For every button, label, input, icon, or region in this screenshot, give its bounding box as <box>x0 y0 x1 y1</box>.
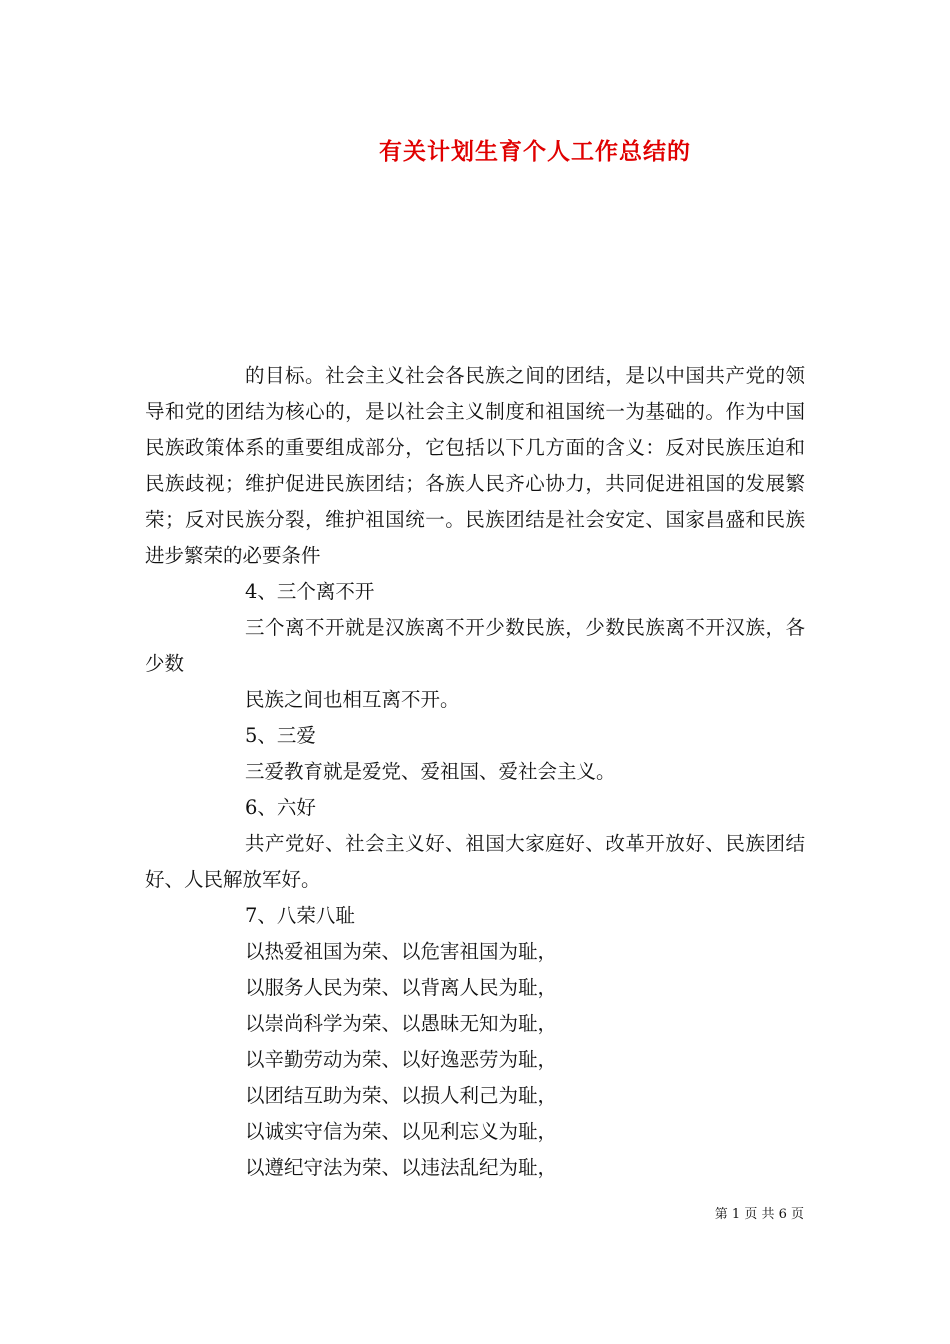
list-item: 以辛勤劳动为荣、以好逸恶劳为耻， <box>245 1048 558 1071</box>
list-item: 以服务人民为荣、以背离人民为耻， <box>245 976 558 999</box>
list-item: 以诚实守信为荣、以见利忘义为耻， <box>245 1120 558 1143</box>
paragraph: 民族之间也相互离不开。 <box>245 688 460 711</box>
list-item: 以热爱祖国为荣、以危害祖国为耻， <box>245 940 558 963</box>
page-number: 第 1 页 共 6 页 <box>714 1207 804 1222</box>
document-title: 有关计划生育个人工作总结的 <box>379 139 691 165</box>
section-heading: 7、八荣八耻 <box>245 904 355 927</box>
list-item: 以崇尚科学为荣、以愚昧无知为耻， <box>245 1012 558 1035</box>
paragraph: 共产党好、社会主义好、祖国大家庭好、改革开放好、民族团结好、人民解放军好。 <box>145 832 805 891</box>
section-heading: 4、三个离不开 <box>245 580 375 603</box>
section-heading: 6、六好 <box>245 796 316 819</box>
paragraph: 三个离不开就是汉族离不开少数民族，少数民族离不开汉族，各少数 <box>145 616 805 675</box>
section-heading: 5、三爱 <box>245 724 316 747</box>
paragraph: 三爱教育就是爱党、爱祖国、爱社会主义。 <box>245 760 616 783</box>
document-body <box>145 358 805 1186</box>
list-item: 以团结互助为荣、以损人利己为耻， <box>245 1084 558 1107</box>
list-item: 以遵纪守法为荣、以违法乱纪为耻， <box>245 1156 558 1179</box>
paragraph: 的目标。社会主义社会各民族之间的团结，是以中国共产党的领导和党的团结为核心的，是以社会主义制度和祖国统一为基础的。作为中国民族政策体系的重要组成部分，它包括以下几方面的含义：反对民族压迫和民族歧视；维护促进民族团结；各族人民齐心协力，共同促进祖国的发展繁荣；反对民族分裂，维护祖国统一。民族团结是社会安定、国家昌盛和民族进步繁荣的必要条件 <box>145 364 805 567</box>
